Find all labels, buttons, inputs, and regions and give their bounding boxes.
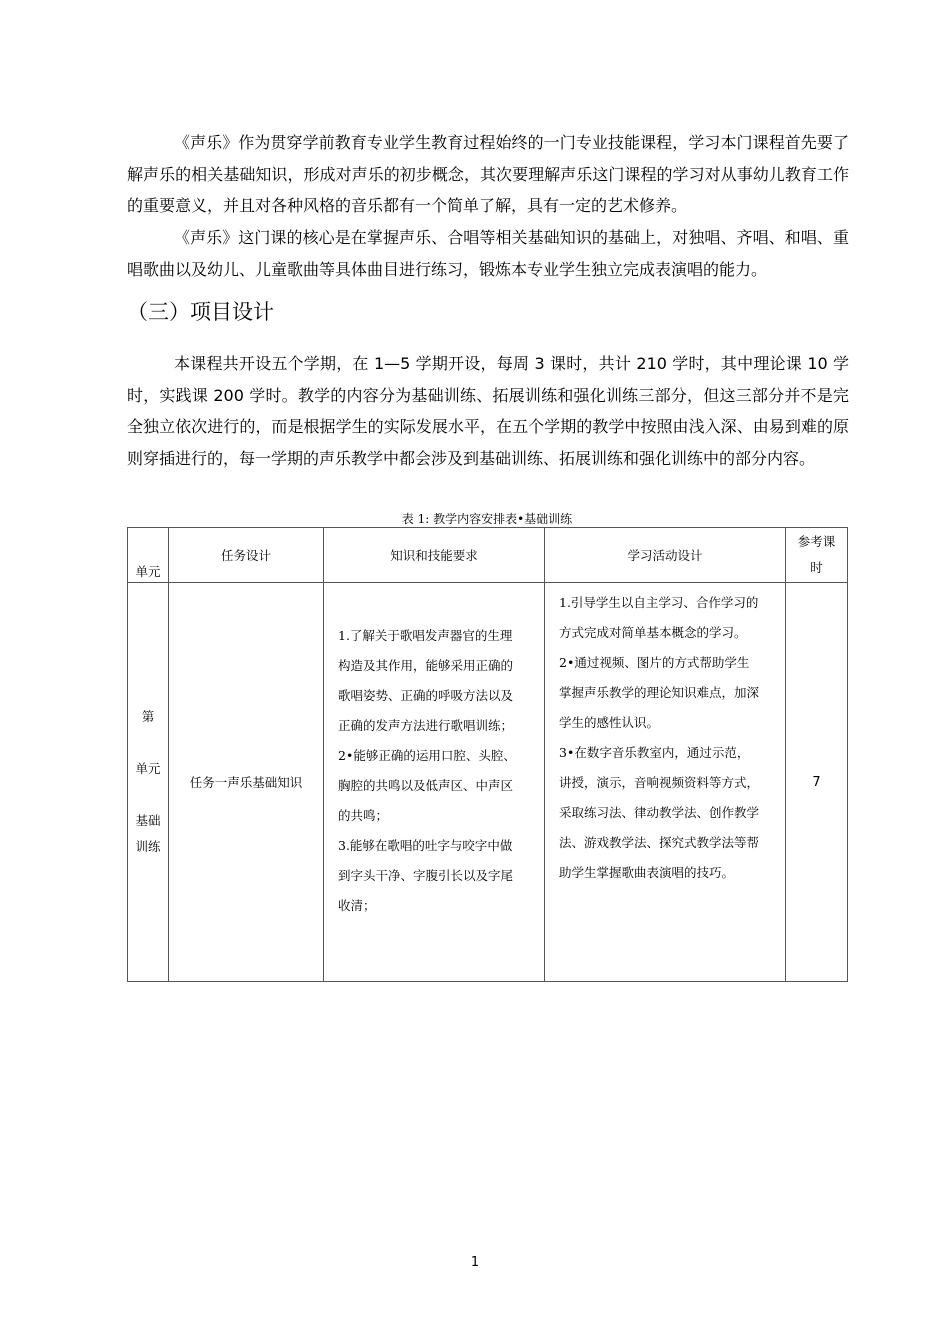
activity-line: 3•在数字音乐教室内，通过示范， [559,745,750,760]
activity-line: 讲授，演示，音响视频资料等方式， [559,775,760,790]
activity-line: 掌握声乐教学的理论知识难点，加深 [559,685,760,700]
unit-cell [128,583,169,982]
activity-line: 采取练习法、律动教学法、创作教学 [559,805,760,820]
unit-line-3: 基础 [135,813,161,828]
knowledge-cell [324,583,545,982]
hours-cell: 7 [786,583,848,982]
header-hours-line1: 参考课 [797,534,836,549]
knowledge-line: 到字头干净、字腹引长以及字尾 [338,868,514,883]
activity-line: 1.引导学生以自主学习、合作学习的 [559,595,759,610]
header-unit: 单元 [128,528,169,583]
header-knowledge: 知识和技能要求 [324,528,545,583]
knowledge-line: 3.能够在歌唱的吐字与咬字中做 [338,838,513,853]
intro-paragraph-2: 《声乐》这门课的核心是在掌握声乐、合唱等相关基础知识的基础上，对独唱、齐唱、和唱、重唱歌曲以及幼儿、儿童歌曲等具体曲目进行练习，锻炼本专业学生独立完成表演唱的能力。 [127,228,849,279]
knowledge-line: 1.了解关于歌唱发声器官的生理 [338,628,513,643]
activity-line: 法、游戏教学法、探究式教学法等帮 [559,835,760,850]
header-hours [786,528,848,583]
activity-cell [545,583,786,982]
header-task: 任务设计 [169,528,324,583]
intro-paragraph-1: 《声乐》作为贯穿学前教育专业学生教育过程始终的一门专业技能课程，学习本门课程首先要了解声乐的相关基础知识，形成对声乐的初步概念，其次要理解声乐这门课程的学习对从事幼儿教育工作的重要意义，并且对各种风格的音乐都有一个简单了解，具有一定的艺术修养。 [127,133,849,215]
table-header-row [128,528,848,583]
knowledge-line: 构造及其作用，能够采用正确的 [338,658,514,673]
unit-line-1: 第 [141,709,155,724]
knowledge-line: 歌唱姿势、正确的呼吸方法以及 [338,688,514,703]
knowledge-line: 正确的发声方法进行歌唱训练； [338,718,514,733]
knowledge-line: 2•能够正确的运用口腔、头腔、 [338,748,516,763]
table-caption: 表 1: 教学内容安排表•基础训练 [401,512,573,526]
task-cell: 任务一声乐基础知识 [169,583,324,982]
unit-line-2: 单元 [135,761,161,776]
knowledge-line: 收清； [338,898,376,913]
content-table [127,527,848,982]
header-activity: 学习活动设计 [545,528,786,583]
page-number: 1 [470,1255,480,1270]
unit-line-4: 训练 [135,839,161,854]
header-hours-line2: 时 [810,560,823,575]
course-paragraph: 本课程共开设五个学期，在 1—5 学期开设，每周 3 课时，共计 210 学时，其中理论课 10 学时，实践课 200 学时。教学的内容分为基础训练、拓展训练和强化训练三部分，但这三部分并不是完全独立依次进行的，而是根据学生的实际发展水平，在五个学期的教学中按照由浅入深、由易到难的原则穿插进行的，每一学期的声乐教学中都会涉及到基础训练、拓展训练和强化训练中的部分内容。 [127,354,849,468]
activity-line: 方式完成对简单基本概念的学习。 [559,625,747,640]
activity-line: 学生的感性认识。 [559,715,660,730]
section-heading: （三）项目设计 [127,300,274,324]
knowledge-line: 胸腔的共鸣以及低声区、中声区 [338,778,514,793]
knowledge-line: 的共鸣； [338,808,389,823]
activity-line: 助学生掌握歌曲表演唱的技巧。 [559,865,735,880]
activity-line: 2•通过视频、图片的方式帮助学生 [559,655,750,670]
table-row [128,583,848,982]
